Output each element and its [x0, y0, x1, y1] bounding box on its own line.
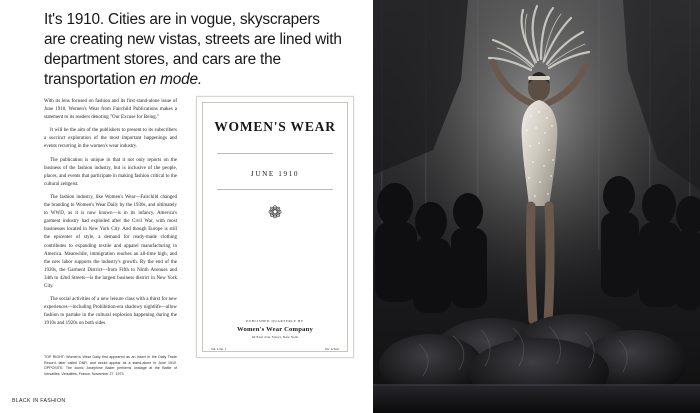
- cover-price: 10c. A Year: [324, 347, 339, 351]
- headline-line-2: creating new vistas, streets are lined with department: [44, 31, 342, 69]
- headline-italic-phrase: en mode.: [139, 71, 202, 89]
- cover-address: 40 East 21st Street, New York: [251, 335, 299, 339]
- cover-border: [202, 102, 348, 352]
- article-paragraph: It will be the aim of the publishers to present to its subscribers a succinct exploration of the most important happenings and events recurring in the women's wear industry.: [44, 128, 177, 150]
- floral-ornament-icon: ❁: [267, 203, 283, 223]
- article-paragraph: With its lens focused on fashion and its first stand-alone issue of June 1910, Women's Wear from Fairchild Publications makes a statement to its readers denoting "Our Excuse for Being.": [44, 99, 177, 121]
- cover-company-name: Women's Wear Company: [237, 325, 313, 333]
- magazine-cover-image: [196, 96, 354, 358]
- headline-line-1: It's 1910. Cities are in vogue, skyscrapers are: [44, 11, 320, 49]
- running-footer: BLACK IN FASHION: [12, 398, 66, 404]
- photograph-artwork: [373, 0, 700, 413]
- cover-issue-date: JUNE 1910: [250, 170, 300, 178]
- cover-title: WOMEN'S WEAR: [214, 119, 336, 134]
- article-paragraph: The fashion industry, like Women's Wear—Fairchild changed the branding to Women's Wear Daily by the 1930s, and ultimately to WWD, as it is now known—is in its infancy. America's garment industry had exploded after the Civil War, with most businesses located in New York City. And though Europe is still the epicenter of style, a demand for ready-made clothing contributes to expanding textile and apparel manufacturing in America. Meanwhile, immigration reaches an all-time high, and the new labor supports the industry's growth. By the end of the 1920s, the Garment District—from Fifth to Ninth Avenues and 34th to 42nd Streets—is the largest business district in New York City.: [44, 194, 177, 289]
- photograph-josephine-baker: [373, 0, 700, 413]
- article-body: [44, 98, 177, 333]
- cover-divider-top: [217, 153, 333, 154]
- cover-volume: Vol. I, No. 1: [211, 347, 227, 351]
- figure-caption: TOP RIGHT: Women's Wear Daily first appeared as an insert in the Daily Trade Record, later called DNR, and would appear as a stand-alone in June 1910. OPPOSITE: The iconic Josephine Baker performs onstage at the Battle of Versailles, Versailles, France, November 27, 1973.: [44, 355, 177, 376]
- headline-line-3: stores, and cars are the transportation: [44, 51, 281, 89]
- page-headline: [44, 10, 344, 90]
- cover-meta-row: [211, 347, 339, 351]
- cover-imprint: [197, 319, 353, 344]
- cover-divider-bottom: [217, 189, 333, 190]
- article-paragraph: The publication is unique in that it not only reports on the business of the fashion industry, but is inclusive of the people, places, and events that participate in making fashion critical to the cultural zeitgeist.: [44, 157, 177, 187]
- cover-published-line: PUBLISHED QUARTERLY BY: [246, 318, 304, 323]
- article-paragraph: The social activities of a new leisure class with a thirst for new experiences—including Prohibition-era shadowy nightlife—allow fashion to partake in the cultural explosion happening during the 1910s and 1920s on both sides: [44, 297, 177, 327]
